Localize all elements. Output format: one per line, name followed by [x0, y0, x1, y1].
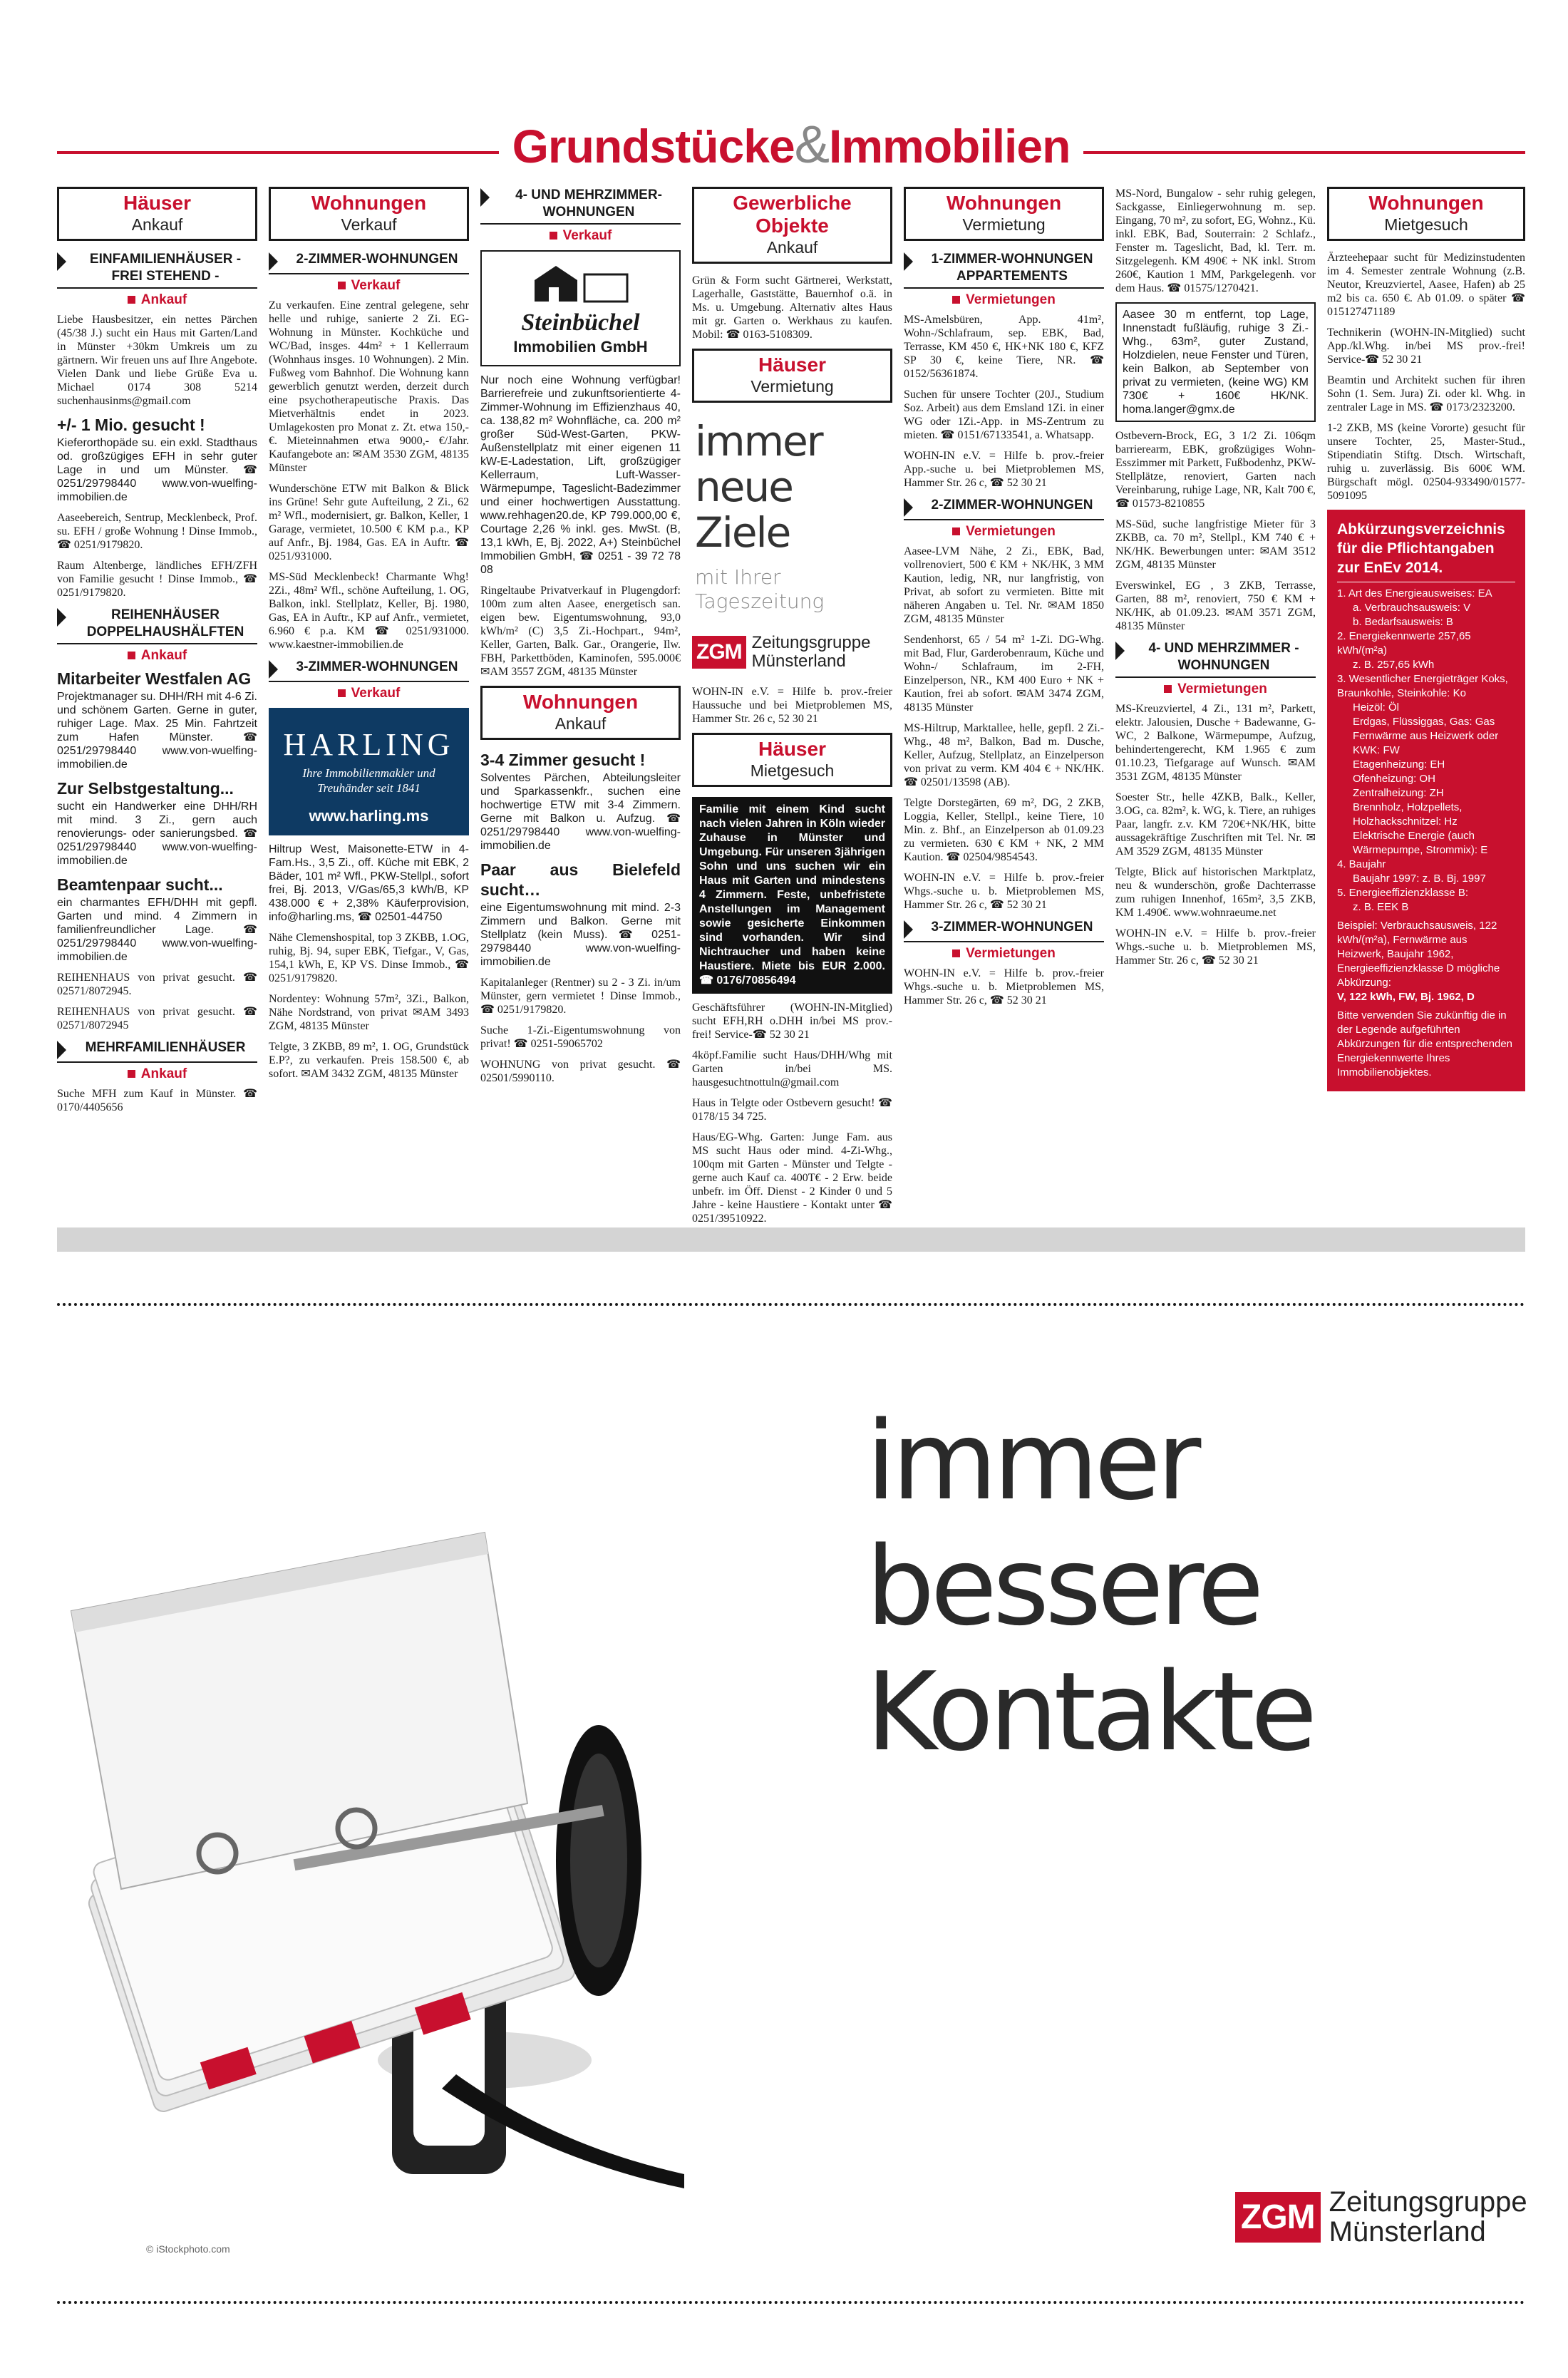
subsection-3-zimmer-vermietung [904, 919, 1104, 962]
divider [269, 273, 469, 274]
category-subtitle: Ankauf [555, 714, 607, 733]
abbreviation-example-value: V, 122 kWh, FW, Bj. 1962, D [1337, 991, 1475, 1003]
subsection-reihenhaeuser [57, 607, 257, 664]
classified-ad: Haus/EG-Whg. Garten: Junge Fam. aus MS sucht Haus oder mind. 4-Zi-Whg., 100qm mit Garten - Münster und Telgte - gerne auch Kauf ca. 400T€ - 2 Erw. beide unbefr. im Öff. Dienst - 2 Kinder 0 und 5 Jahre - keine Haustiere - Kontakt unter ☎ 0251/39510922. [692, 1131, 892, 1225]
ad-text: Solventes Pärchen, Abteilungsleiter und Sparkassenkfr., suchen eine hochwertige ETW mit 3-4 Zimmern. Gerne mit Balkon u. Aufzug. ☎ 0251/29798440 www.von-wuelfing-immobilien.de [480, 772, 681, 852]
column-7 [1327, 187, 1525, 1185]
harling-logo [269, 708, 469, 835]
classified-ad: MS-Nord, Bungalow - sehr ruhig gelegen, Sackgasse, Einliegerwohnung m. sep. Eingang, 70 m², zu sofort, EG, Wohnz., Kü. inkl. EBK, Bad, Souterrain: 2 Schlafz., Fenster m. Tageslicht, Bad, kl. Terr. m. Sitzgelegenh. KM 490€ + NK inkl. Strom 260€, Kaution 1 MM, Parkgelegenh. vor dem Haus. ☎ 01575/1270421. [1115, 187, 1316, 294]
subsection-title: 1-ZIMMER-WOHNUNGEN APPARTEMENTS [931, 252, 1093, 284]
column-5 [904, 187, 1104, 1185]
slogan-line: Kontakte [866, 1649, 1314, 1775]
abbreviation-item: Baujahr 1997: z. B. Bj. 1997 [1353, 873, 1486, 885]
triangle-marker-icon [269, 660, 278, 679]
classified-ad: WOHN-IN e.V. = Hilfe b. prov.-freier Whgs.-suche u. b. Mietproblemen MS, Hammer Str. 26 c, ☎ 52 30 21 [1115, 927, 1316, 967]
subsection-title: 4- UND MEHRZIMMER-WOHNUNGEN [515, 187, 662, 220]
classified-ad: REIHENHAUS von privat gesucht. ☎ 02571/8072945. [57, 972, 257, 997]
category-title: Wohnungen [1368, 192, 1484, 214]
classified-ad: WOHNUNG von privat gesucht. ☎ 02501/5990110. [480, 1059, 681, 1084]
column-1 [57, 187, 257, 1185]
steinbuechel-sub: Immobilien GmbH [513, 338, 648, 356]
house-icon [527, 260, 634, 303]
abbreviation-item: b. Bedarfsausweis: B [1353, 616, 1453, 628]
abbreviation-item: z. B. EEK B [1353, 901, 1409, 913]
classified-ad: WOHN-IN e.V. = Hilfe b. prov.-freier Whgs.-suche u. b. Mietproblemen MS, Hammer Str. 26 c, ☎ 52 30 21 [904, 967, 1104, 1007]
triangle-marker-icon [1115, 642, 1125, 660]
subsection-2-zimmer-vermietung [904, 497, 1104, 540]
abbreviation-item: z. B. 257,65 kWh [1353, 659, 1435, 671]
classified-ad: MS-Süd, suche langfristige Mieter für 3 ZKBB, ca. 70 m², Stellpl., KM 740 € + NK/HK. Bewerbungen unter: ✉AM 3512 ZGM, 48135 Münster [1115, 518, 1316, 571]
classified-ad: Aaseebereich, Sentrup, Mecklenbeck, Prof. su. EFH / große Wohnung ! Dinse Immob., ☎ 0251/9179820. [57, 512, 257, 551]
classified-ad: Aasee-LVM Nähe, 2 Zi., EBK, Bad, vollrenoviert, 500 € KM + NK/HK, 3 MM Kaution, ledig, NR, nur langfristig, von Privat, ab sofort zu vermieten. Bitte mit näheren Angaben u. Tel. Nr. ✉AM 1850 ZGM, 48135 Münster [904, 545, 1104, 625]
zgm-mark: ZGM [692, 636, 746, 669]
divider [1115, 676, 1316, 678]
slogan-line: immer [866, 1398, 1197, 1524]
classified-ad: Ärzteehepaar sucht für Medizinstudenten im 4. Semester zentrale Wohnung (z.B. Neutor, Kreuzviertel, Aasee, Hafen) ab 25 m2 bis ca. 650 €. Ab 01.09. o später ☎ 015127471189 [1327, 252, 1525, 318]
divider [904, 287, 1104, 289]
divider [904, 519, 1104, 520]
classified-ad [57, 778, 257, 868]
category-title: Häuser [758, 354, 826, 376]
subsection-label: Ankauf [57, 1066, 257, 1083]
divider [269, 681, 469, 682]
classified-ad: Beamtin und Architekt suchen für ihren Sohn (1. Sem. Jura) Zi. oder kl. Whg. in zentraler Lage in MS. ☎ 0173/2323200. [1327, 374, 1525, 413]
classified-ad: Zu verkaufen. Eine zentral gelegene, sehr helle und ruhige, sanierte 2 Zi. EG-Wohnung in Münster. Kochküche und WC/Bad, insges. 44m² + 1 Kellerraum (Wohnhaus insges. 10 Wohnungen). 2 Min. Fußweg vom Bahnhof. Die Wohnung kann gewerblich genutzt werden, derzeit durch eine psychotherapeutische Praxis. Das Mietverhältnis endet in 2023. Umlagekosten pro Monat z. Zt. etwa 150,- €. Mieteinnahmen etwa 9000,- €/Jahr. Kaufangebote an: ✉AM 3530 ZGM, 48135 Münster [269, 299, 469, 474]
zgm-name-line: Zeitungsgruppe [751, 633, 871, 652]
classified-ad: Technikerin (WOHN-IN-Mitglied) sucht App./kl.Whg. in/bei MS prov.-frei! Service-☎ 52 30 21 [1327, 326, 1525, 366]
classified-ad [57, 669, 257, 771]
harling-tagline: Ihre Immobilienmakler und Treuhänder seit 1841 [302, 766, 435, 795]
classified-ad: Suche MFH zum Kauf in Münster. ☎ 0170/4405656 [57, 1088, 257, 1113]
ad-headline: Zur Selbstgestaltung... [57, 779, 234, 798]
bottom-slogan [866, 1399, 1313, 1775]
abbreviation-item: Etagenheizung: EH [1353, 758, 1445, 771]
classified-ad: Ringeltaube Privatverkauf in Plugengdorf: 100m zum alten Aasee, energetisch san. eigen bew. Eigentumswohnung, 93,0 kWh/m² (C) 3,5 Zi.-Hochpart., 94m², Keller, Garten, Balk. Gar., Orangerie, Ilw. FBH, Parkettböden, Kaminofen, 595.000€ ✉AM 3557 ZGM, 48135 Münster [480, 585, 681, 678]
classified-ad: Kapitalanleger (Rentner) su 2 - 3 Zi. in/um Münster, gern vermietet ! Dinse Immob., ☎ 0251/9179820. [480, 977, 681, 1016]
category-title: Wohnungen [311, 192, 427, 214]
subsection-label: Verkauf [480, 227, 681, 245]
category-box-wohnungen-vermietung [904, 187, 1104, 241]
abbreviation-item: Zentralheizung: ZH [1353, 787, 1444, 799]
zgm-name-line: Zeitungsgruppe [1329, 2186, 1527, 2218]
subsection-title: 3-ZIMMER-WOHNUNGEN [296, 659, 458, 674]
ad-headline: Mitarbeiter Westfalen AG [57, 669, 252, 688]
abbreviation-item: 2. Energiekennwerte 257,65 kWh/(m²a) [1337, 630, 1471, 657]
abbreviation-item: Elektrische Energie (auch Wärmepumpe, Strommix): E [1353, 830, 1488, 856]
classified-ad: Telgte, 3 ZKBB, 89 m², 1. OG, Grundstück E.P?, zu verkaufen. Preis 158.500 €, ab sofort. ✉AM 3432 ZGM, 48135 Münster [269, 1041, 469, 1080]
abbreviation-item: 5. Energieeffizienzklasse B: [1337, 887, 1468, 899]
category-subtitle: Ankauf [766, 238, 818, 257]
classified-ad-highlight: Familie mit einem Kind sucht nach vielen Jahren in Köln wieder Zuhause in Münster und Umgebung. Für unseren 3jährigen Sohn und uns suchen wir ein Haus mit Garten und mindestens 4 Zimmern. Feste, unbefristete Anstellungen im Management sowie gesicherte Einkommen sind vorhanden. Wir sind Nichtraucher und haben keine Haustiere. Miete bis EUR 2.000. ☎ 0176/70856494 [692, 797, 892, 994]
zgm-name-line: Münsterland [751, 652, 846, 671]
subsection-2-zimmer [269, 251, 469, 294]
zgm-name-line: Münsterland [1329, 2216, 1486, 2248]
classifieds-columns [57, 187, 1525, 1225]
ad-text: Projektmanager su. DHH/RH mit 4-6 Zi. und schönem Garten. Gerne in guter, ruhiger Lage. Max. 25 Min. Fahrtzeit zum Hafen Münster. ☎ 0251/29798440 www.von-wuelfing-immobilien.de [57, 691, 257, 771]
promo-subline: Tageszeitung [695, 590, 825, 613]
subsection-title: REIHENHÄUSER DOPPELHAUSHÄLFTEN [86, 607, 244, 639]
category-subtitle: Verkauf [341, 215, 397, 234]
column-2 [269, 187, 469, 1185]
classified-ad: WOHN-IN e.V. = Hilfe b. prov.-freier App.-suche u. bei Mietproblemen MS, Hammer Str. 26 c, ☎ 52 30 21 [904, 450, 1104, 489]
divider [57, 1061, 257, 1063]
category-box-haeuser-mietgesuch [692, 733, 892, 787]
classified-ad: Wunderschöne ETW mit Balkon & Blick ins Grüne! Sehr gute Aufteilung, 2 Zi., 62 m² Wfl., modernisiert, gr. Balkon, Keller, 1 Garage, vermietet, 10.500 € KM p.a., KP auf Anfr., Bj. 1984, Gas. EA in Auftr. ☎ 0251/931000. [269, 483, 469, 562]
subsection-title: 3-ZIMMER-WOHNUNGEN [931, 920, 1093, 935]
triangle-marker-icon [57, 252, 66, 271]
subsection-label: Vermietungen [904, 945, 1104, 962]
zgm-mark: ZGM [1235, 2192, 1321, 2243]
photo-credit: © iStockphoto.com [146, 2243, 230, 2255]
category-title: Häuser [123, 192, 191, 214]
classified-ad [57, 415, 257, 504]
category-box-wohnungen-mietgesuch [1327, 187, 1525, 241]
abbreviation-item: Ofenheizung: OH [1353, 773, 1435, 785]
classified-ad: Raum Altenberge, ländliches EFH/ZFH von Familie gesucht ! Dinse Immob., ☎ 0251/9179820. [57, 560, 257, 599]
energy-abbreviation-box [1327, 510, 1525, 1091]
subsection-4-zimmer-vermietung [1115, 640, 1316, 698]
subsection-title: EINFAMILIENHÄUSER - FREI STEHEND - [89, 252, 242, 284]
classified-ad: Suche 1-Zi.-Eigentumswohnung von privat! ☎ 0251-59065702 [480, 1024, 681, 1050]
subsection-label: Ankauf [57, 292, 257, 309]
classified-ad: REIHENHAUS von privat gesucht. ☎ 02571/8072945 [57, 1006, 257, 1031]
category-box-gewerbliche-objekte [692, 187, 892, 264]
abbreviation-example: Beispiel: Verbrauchsausweis, 122 kWh/(m²a), Fernwärme aus Heizwerk, Baujahr 1962, Energieeffizienzklasse D mögliche Abkürzung: [1337, 920, 1500, 989]
abbreviation-item: 1. Art des Energieausweises: EA [1337, 587, 1492, 599]
slogan-line: bessere [866, 1523, 1260, 1649]
steinbuechel-logo [480, 250, 681, 366]
category-box-haeuser-vermietung [692, 349, 892, 403]
abbreviation-item: Heizöl: Öl [1353, 701, 1400, 714]
classified-ad: MS-Amelsbüren, App. 41m², Wohn-/Schlafraum, sep. EBK, Bad, Terrasse, KM 450 €, HK+NK 180 €, KFZ SP 30 €, keine Tiere, NR. ☎ 0152/56361874. [904, 314, 1104, 380]
classified-ad: Soester Str., helle 4ZKB, Balk., Keller, 3.OG, ca. 82m², k. WG, k. Tiere, an ruhiges Paar, langfr. z.v. KM 720€+NK/HK, bitte aussagekräftige Zuschriften mit Tel. Nr. ✉AM 3529 ZGM, 48135 Münster [1115, 791, 1316, 858]
triangle-marker-icon [57, 608, 66, 627]
category-subtitle: Mietgesuch [750, 761, 835, 780]
promo-line: neue Ziele [695, 463, 793, 557]
column-3 [480, 187, 681, 1185]
triangle-marker-icon [904, 920, 913, 939]
classified-ad: Telgte, Blick auf historischen Marktplatz, neu & wunderschön, große Dachterrasse zum ruhigen Innenhof, 165m², 3,5 ZKB, KM 1.490€. www.wohnraeume.net [1115, 866, 1316, 919]
divider [57, 287, 257, 289]
subsection-mehrfamilienhaeuser [57, 1039, 257, 1083]
dotted-divider-bottom [57, 2301, 1525, 2304]
ad-headline: 3-4 Zimmer gesucht ! [480, 751, 646, 769]
classified-ad: Liebe Hausbesitzer, ein nettes Pärchen (45/38 J.) sucht ein Haus mit Garten/Land in Münster +30km Umkreis um zu gärtnern. Wir freuen uns auf Ihre Angebote. Vielen Dank und liebe Grüße Eva u. Michael 0174 308 5214 suchenhausinms@gmail.com [57, 314, 257, 407]
zgm-logo [692, 634, 892, 671]
ad-text: ein charmantes EFH/DHH mit gepfl. Garten und mind. 4 Zimmern in familienfreundlicher Lage. ☎ 0251/29798440 www.von-wuelfing-immobilien.de [57, 897, 257, 963]
subsection-label: Vermietungen [1115, 681, 1316, 698]
category-subtitle: Ankauf [131, 215, 183, 234]
title-right: Immobilien [829, 120, 1071, 173]
triangle-marker-icon [269, 252, 278, 271]
classified-ad: 4köpf.Familie sucht Haus/DHH/Whg mit Garten in/bei MS. hausgesuchtnottuln@gmail.com [692, 1049, 892, 1088]
separator-band [57, 1227, 1525, 1252]
column-6 [1115, 187, 1316, 1185]
subsection-label: Ankauf [57, 647, 257, 664]
classified-ad: Telgte Dorstegärten, 69 m², DG, 2 ZKB, Loggia, Keller, Stellpl., keine Tiere, 10 Min. z. Bhf., an Einzelperson ab 01.09.23 zu vermieten. 630 € KM + NK, 2 MM Kaution. ☎ 02504/9854543. [904, 797, 1104, 863]
promo-line: immer [695, 417, 822, 465]
harling-url: www.harling.ms [309, 807, 429, 825]
ad-text: Kieferorthopäde su. ein exkl. Stadthaus od. großzügiges EFH in sehr guter Lage in und um Münster. ☎ 0251/29798440 www.von-wuelfing-immobilien.de [57, 437, 257, 503]
abbreviation-title: Abkürzungsverzeichnis für die Pflichtangaben zur EnEv 2014. [1337, 520, 1515, 582]
classified-ad [480, 860, 681, 969]
category-subtitle: Vermietung [751, 377, 834, 396]
subsection-label: Vermietungen [904, 523, 1104, 540]
subsection-einfamilienhaeuser [57, 251, 257, 309]
abbreviation-item: Fernwärme aus Heizwerk oder KWK: FW [1353, 730, 1499, 756]
triangle-marker-icon [57, 1041, 66, 1059]
category-box-wohnungen-ankauf [480, 686, 681, 740]
triangle-marker-icon [480, 188, 490, 207]
column-4 [692, 187, 892, 1225]
divider [57, 643, 257, 644]
ad-headline: +/- 1 Mio. gesucht ! [57, 416, 205, 434]
section-header [57, 114, 1525, 174]
abbreviation-item: 3. Wesentlicher Energieträger Koks, Braunkohle, Steinkohle: Ko [1337, 673, 1508, 699]
promo-subline: mit Ihrer [695, 565, 781, 589]
category-title: Häuser [758, 738, 826, 760]
category-title: Wohnungen [522, 691, 639, 713]
category-subtitle: Vermietung [962, 215, 1046, 234]
divider [480, 223, 681, 225]
abbreviation-item: Erdgas, Flüssiggas, Gas: Gas [1353, 716, 1495, 728]
subsection-3-zimmer [269, 659, 469, 702]
classified-ad: Suchen für unsere Tochter (20J., Studium Soz. Arbeit) aus dem Emsland 1Zi. in einer WG oder 1Zi.-App. in MS-Zentrum zu mieten. ☎ 0151/67133541, a. Whatsapp. [904, 388, 1104, 441]
triangle-marker-icon [904, 498, 913, 517]
rolodex-image [57, 1433, 734, 2196]
classified-ad: Nähe Clemenshospital, top 3 ZKBB, 1.OG, ruhig, Bj. 94, super EBK, Tiefgar., V, Gas, 154,1 kWh, E, KP VS. Dinse Immob., ☎ 0251/9179820. [269, 932, 469, 984]
classified-ad [480, 750, 681, 853]
title-ampersand: & [794, 115, 830, 174]
subsection-title: MEHRFAMILIENHÄUSER [85, 1040, 246, 1055]
subsection-label: Verkauf [269, 685, 469, 702]
classified-ad: Nur noch eine Wohnung verfügbar! Barrierefreie und zukunftsorientierte 4-Zimmer-Wohnung im Effizienzhaus 40, ca. 138,82 m² Wohnfläche, ca. 200 m² großer Süd-West-Garten, PKW-Außenstellplatz mit einer eigenen 11 kW-E-Ladestation, Lift, großzügiger Kellerraum, Luft-Wasser-Wärmepumpe, Tageslicht-Badezimmer und einer hochwertigen Ausstattung. www.rehhagen20.de, KP 799.000,00 €, Courtage 2,26 % inkl. ges. MwSt. (B, 13,1 kWh, E, Bj. 2022, A+) Steinbüchel Immobilien GmbH, ☎ 0251 - 39 72 78 08 [480, 374, 681, 576]
abbreviation-note: Bitte verwenden Sie zukünftig die in der Legende aufgeführten Abkürzungen für die entsprechenden Energiekennwerte Ihres Immobilienobjektes. [1337, 1009, 1513, 1079]
category-box-haeuser-ankauf [57, 187, 257, 241]
zgm-promo [695, 418, 892, 614]
classified-ad: MS-Kreuzviertel, 4 Zi., 131 m², Parkett, elektr. Jalousien, Dusche + Badewanne, G-WC, 2 Balkone, Wärmepumpe, Aufzug, behindertengerecht, KM 1.965 € zum 01.10.23, Tiefgarage auf Wunsch. ✉AM 3531 ZGM, 48135 Münster [1115, 703, 1316, 783]
subsection-title: 4- UND MEHRZIMMER - WOHNUNGEN [1148, 641, 1299, 673]
abbreviation-item: a. Verbrauchsausweis: V [1353, 602, 1471, 614]
classified-ad: Nordentey: Wohnung 57m², 3Zi., Balkon, Nähe Nordstrand, von privat ✉AM 3493 ZGM, 48135 Münster [269, 993, 469, 1032]
classified-ad: 1-2 ZKB, MS (keine Vororte) gesucht für unsere Tochter, 25, Master-Stud., Stipendiatin Stiftg. Dtsch. Wirtschaft, ruhig u. zuverlässig. Bis 600€ WM. Bürgschaft mögl. 02504-933490/01577-5091095 [1327, 422, 1525, 502]
classified-ad: Haus in Telgte oder Ostbevern gesucht! ☎ 0178/15 34 725. [692, 1097, 892, 1123]
classified-ad: Hiltrup West, Maisonette-ETW in 4-Fam.Hs., 3,5 Zi., off. Küche mit EBK, 2 Bäder, 101 m² Wfl., PKW-Stellpl., sofort frei, Bj. 2013, V/Gas/65,3 kWh/B, KP 438.000 € + 2,38% Käuferprovision, info@harling.ms, ☎ 02501-44750 [269, 843, 469, 923]
subsection-label: Vermietungen [904, 292, 1104, 309]
zgm-logo-bottom [1235, 2187, 1527, 2247]
category-title: Gewerbliche Objekte [733, 192, 852, 237]
dotted-divider [57, 1303, 1525, 1306]
category-subtitle: Mietgesuch [1384, 215, 1468, 234]
divider [904, 941, 1104, 942]
classified-ad: MS-Hiltrup, Marktallee, helle, gepfl. 2 Zi.-Whg., 48 m², Balkon, Bad m. Dusche, Keller, Aufzug, Stellplatz, an Einzelperson von privat zu verm. KM 404 € + NK/HK. ☎ 02501/13598 (AB). [904, 722, 1104, 788]
classified-ad: Sendenhorst, 65 / 54 m² 1-Zi. DG-Whg. mit Bad, Flur, Garderobenraum, Küche und Wohn-/ Schlafraum, im 2-FH, Einzelperson, NR., KM 400 Euro + NK + Kaution, frei ab sofort. ✉AM 3474 ZGM, 48135 Münster [904, 634, 1104, 714]
subsection-label: Verkauf [269, 277, 469, 294]
subsection-1-zimmer [904, 251, 1104, 309]
ad-headline: Beamtenpaar sucht... [57, 875, 223, 894]
triangle-marker-icon [904, 252, 913, 271]
ad-text: sucht ein Handwerker eine DHH/RH mit mind. 3 Zi., gern auch renovierungs- oder sanierungsbed. ☎ 0251/29798440 www.von-wuelfing-immobilien.de [57, 801, 257, 867]
subsection-title: 2-ZIMMER-WOHNUNGEN [931, 498, 1093, 513]
category-box-wohnungen-verkauf [269, 187, 469, 241]
classified-ad: Everswinkel, EG , 3 ZKB, Terrasse, Garten, 88 m², renoviert, 750 € KM + NK/HK, ab 01.09.23. ✉AM 3571 ZGM, 48135 Münster [1115, 580, 1316, 632]
abbreviation-item: Brennholz, Holzpellets, Holzhackschnitzel: Hz [1353, 801, 1463, 828]
category-title: Wohnungen [946, 192, 1062, 214]
classified-ad: WOHN-IN e.V. = Hilfe b. prov.-freier Haussuche und bei Mietproblemen MS, Hammer Str. 26 c, 52 30 21 [692, 686, 892, 725]
ad-headline: Paar aus Bielefeld sucht… [480, 860, 681, 899]
subsection-4-zimmer [480, 187, 681, 245]
classified-ad: Ostbevern-Brock, EG, 3 1/2 Zi. 106qm barrierearm, EBK, großzügiges Wohn-Esszimmer mit Parkett, Fußbodenhz, PKW-Stellplätze, renoviert, Garten nach Vereinbarung, ruhige Lage, NR, Kalt 700 €, ☎ 01573-8210855 [1115, 430, 1316, 510]
classified-ad: Grün & Form sucht Gärtnerei, Werkstatt, Lagerhalle, Gaststätte, Bauernhof o.ä. in Ms. u. Umgebung. Alternativ altes Haus mit gr. Garten o. Werkhaus zu kaufen. Mobil: ☎ 0163-5108309. [692, 274, 892, 341]
classified-ad: MS-Süd Mecklenbeck! Charmante Whg! 2Zi., 48m² Wfl., schöne Aufteilung, 1. OG, Balkon, inkl. Stellplatz, Keller, Bj. 1980, Gas, EA in Auftr., KP auf Anfr., vermietet, 6.960 € p.a. KM ☎ 0251/931000. www.kaestner-immobilien.de [269, 571, 469, 651]
title-left: Grundstücke [512, 120, 795, 173]
harling-name: HARLING [283, 727, 455, 762]
section-title [57, 114, 1525, 175]
abbreviation-item: 4. Baujahr [1337, 858, 1386, 870]
ad-text: eine Eigentumswohnung mit mind. 2-3 Zimmern und Balkon. Gerne mit Stellplatz (kein Muss). ☎ 0251-29798440 www.von-wuelfing-immobilien.de [480, 902, 681, 968]
steinbuechel-name: Steinbüchel [521, 309, 640, 336]
classified-ad-boxed: Aasee 30 m entfernt, top Lage, Innenstadt fußläufig, ruhige 3 Zi.-Whg., 63m², guter Zustand, Holzdielen, neue Fenster und Türen, kein Balkon, ab September von privat zu vermieten, (keine WG) KM 730€ + 160€ HK/NK. homa.langer@gmx.de [1115, 302, 1316, 422]
classified-ad: WOHN-IN e.V. = Hilfe b. prov.-freier Whgs.-suche u. b. Mietproblemen MS, Hammer Str. 26 c, ☎ 52 30 21 [904, 872, 1104, 911]
subsection-title: 2-ZIMMER-WOHNUNGEN [296, 252, 458, 267]
classified-ad [57, 875, 257, 964]
classified-ad: Geschäftsführer (WOHN-IN-Mitglied) sucht EFH,RH o.DHH in/bei MS prov.-frei! Service-☎ 52 30 21 [692, 1002, 892, 1041]
